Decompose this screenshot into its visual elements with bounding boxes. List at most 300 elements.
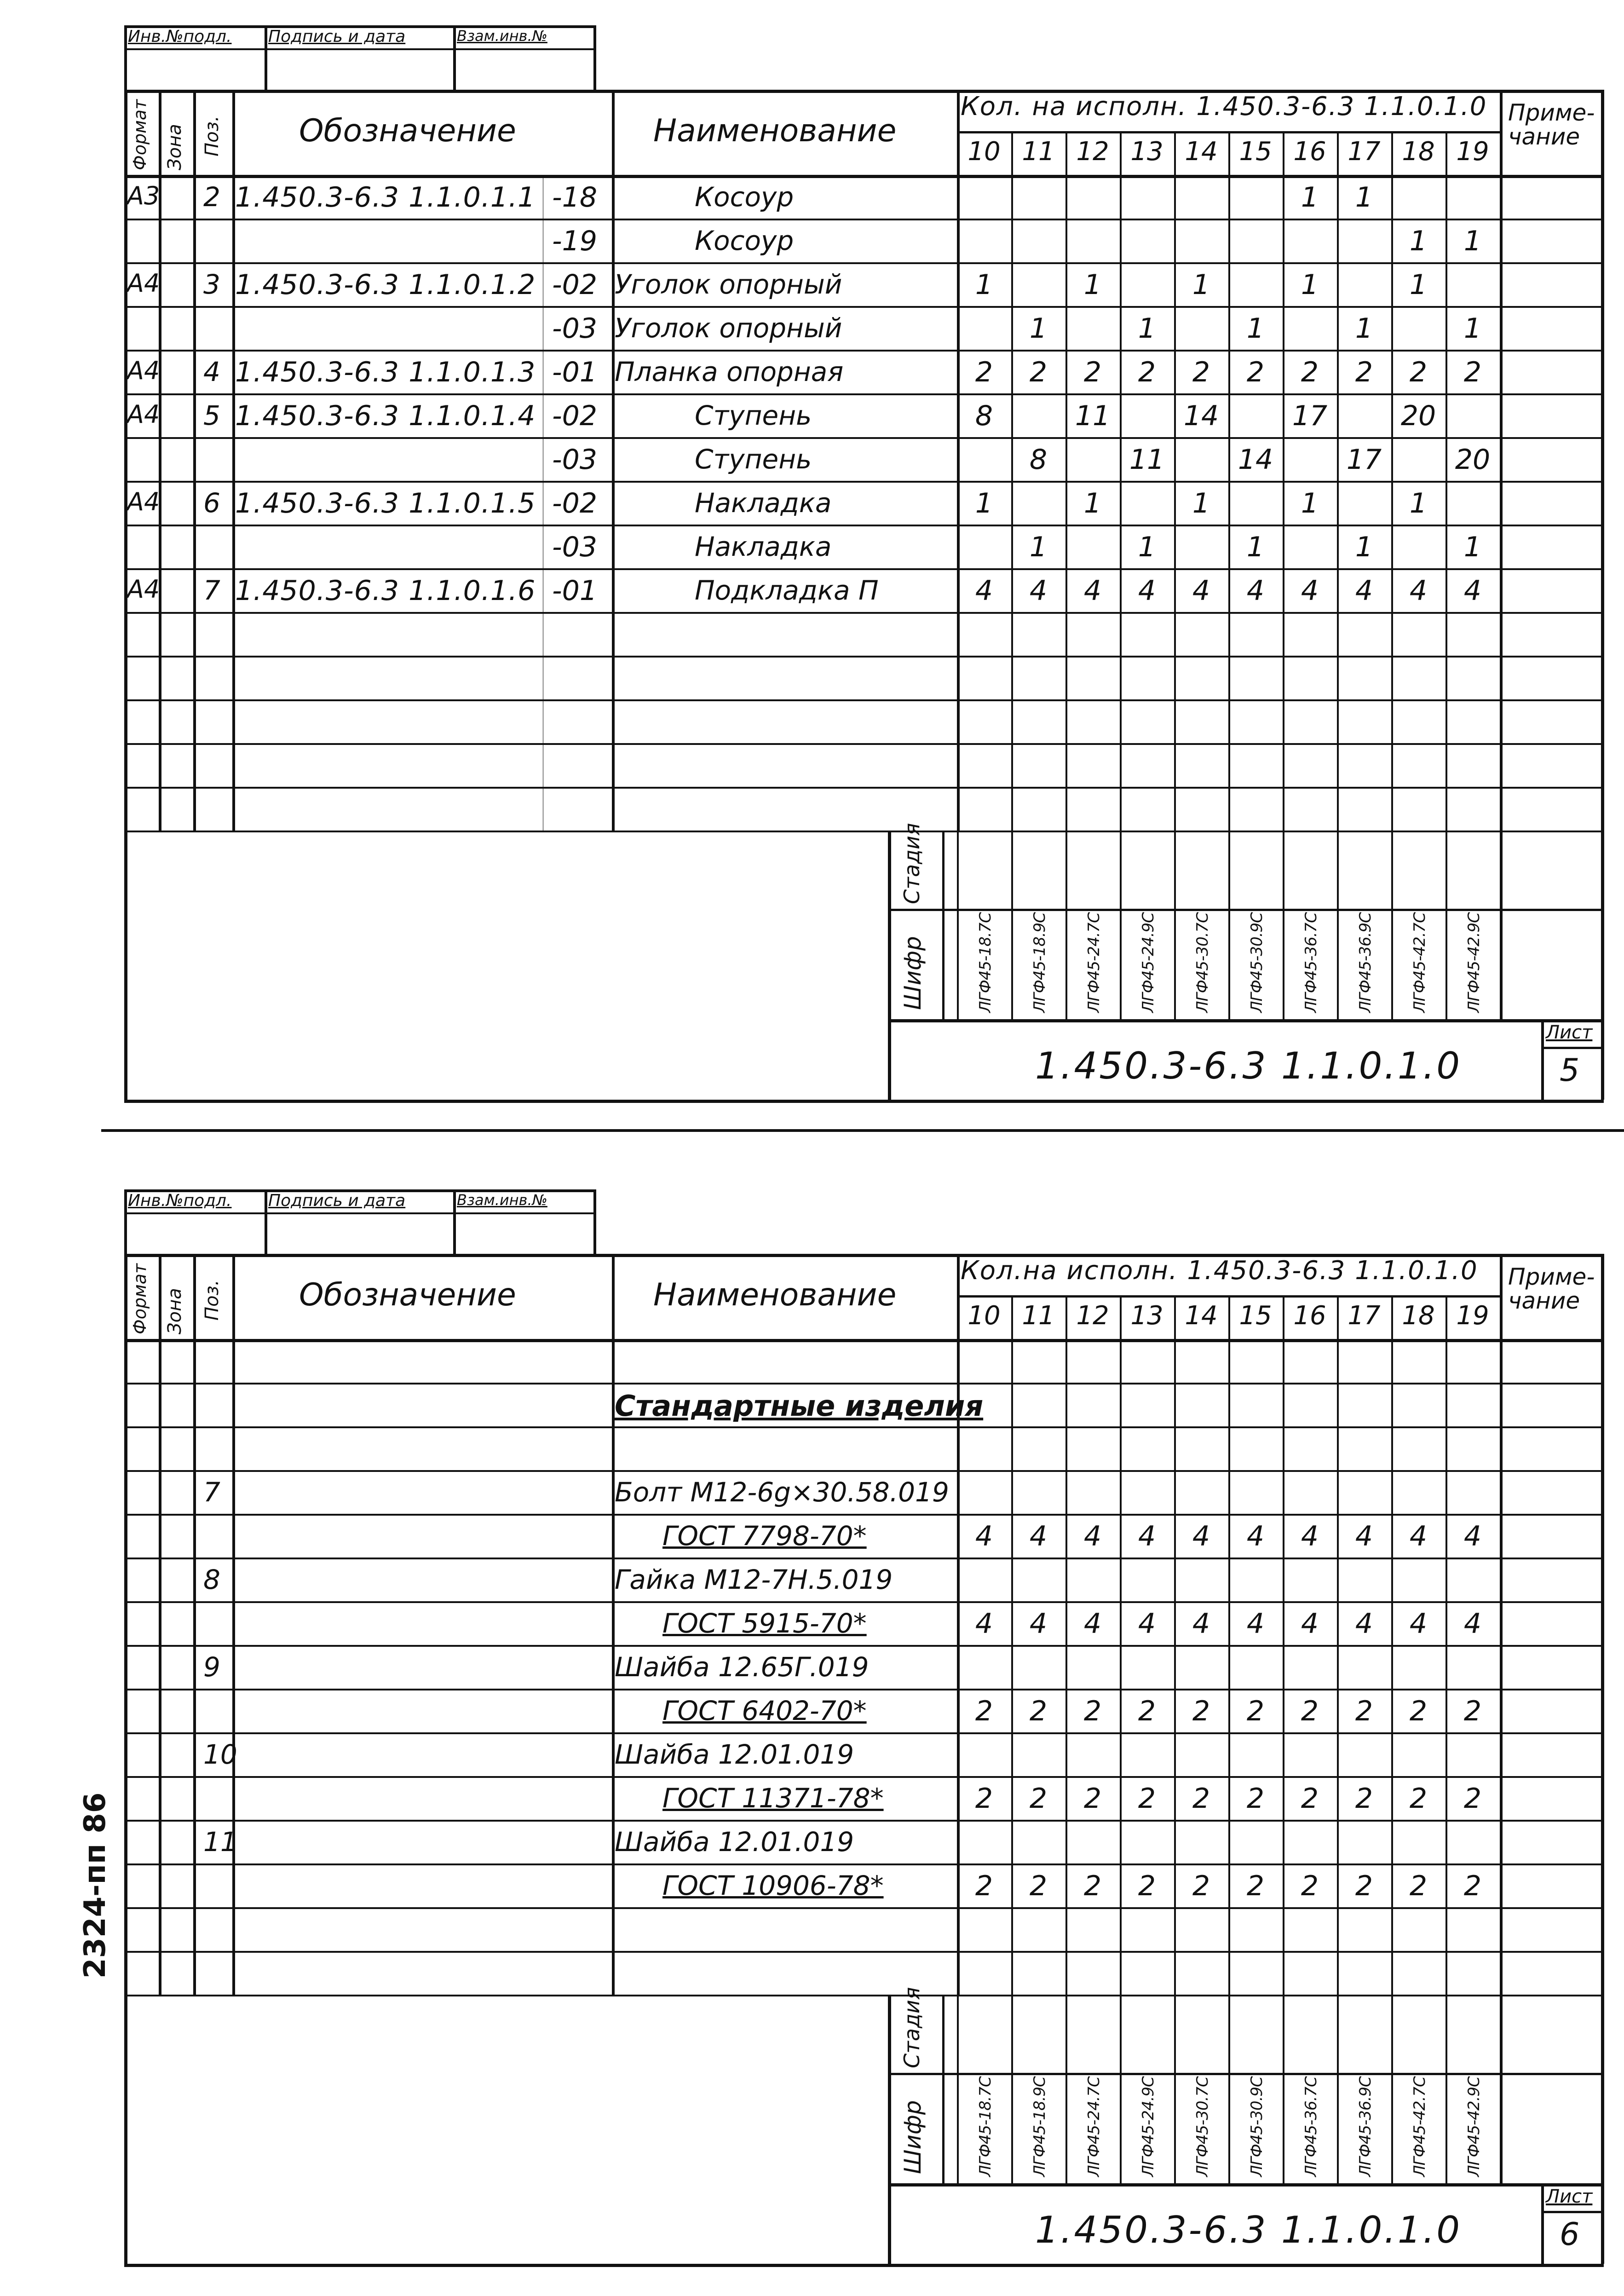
row-qty: 2	[1246, 1783, 1265, 1815]
cipher-ЛГФ45-36.7С: ЛГФ45-36.7С	[1302, 2077, 1320, 2177]
row-qty: 4	[1083, 1608, 1102, 1640]
row-suffix: -19	[552, 225, 597, 257]
row-qty: 2	[1192, 1870, 1210, 1902]
grid-line-v	[957, 831, 959, 1019]
grid-line-h	[124, 1601, 1601, 1603]
row-qty: 2	[1083, 1870, 1102, 1902]
row-position: 4	[203, 356, 220, 387]
row-qty: 2	[1029, 1695, 1048, 1727]
row-qty: 4	[1355, 1608, 1373, 1640]
row-qty: 11	[1075, 400, 1111, 432]
cipher-ЛГФ45-18.9С: ЛГФ45-18.9С	[1031, 912, 1049, 1013]
row-qty: 1	[1463, 531, 1482, 563]
row-qty: 1	[1246, 312, 1265, 345]
row-qty: 1	[1463, 312, 1482, 345]
row-name: Подкладка П	[695, 575, 879, 606]
grid-line-h	[124, 1514, 1601, 1516]
cipher-ЛГФ45-18.7С: ЛГФ45-18.7С	[976, 912, 995, 1013]
grid-line-v	[1500, 90, 1503, 831]
grid-line-v	[1391, 1995, 1393, 2183]
row-qty: 1	[1409, 487, 1428, 519]
grid-line-v	[159, 1254, 161, 1995]
cipher-ЛГФ45-30.7С: ЛГФ45-30.7С	[1193, 912, 1212, 1013]
row-qty: 4	[1246, 1520, 1265, 1552]
column-header-11: 11	[1022, 1301, 1055, 1331]
sheet-number: 6	[1560, 2216, 1580, 2253]
margin-note: 2324-пп 86	[78, 1792, 112, 1979]
grid-line-h	[124, 1689, 1601, 1690]
grid-line-v	[453, 25, 456, 90]
row-name: Накладка	[695, 531, 832, 562]
row-qty: 2	[1301, 1695, 1319, 1727]
row-qty: 2	[1301, 356, 1319, 388]
row-qty: 2	[1409, 356, 1428, 388]
cipher-ЛГФ45-42.9С: ЛГФ45-42.9С	[1465, 2077, 1483, 2177]
row-qty: 1	[1355, 181, 1373, 213]
row-qty: 1	[1355, 312, 1373, 345]
grid-line-v	[1500, 1254, 1503, 1995]
column-header-13: 13	[1130, 1301, 1163, 1331]
row-qty: 14	[1238, 444, 1273, 476]
document-code: 1.450.3-6.3 1.1.0.1.0	[1035, 1044, 1462, 1087]
row-suffix: -02	[552, 400, 597, 432]
row-qty: 1	[1029, 531, 1048, 563]
row-qty: 2	[1409, 1783, 1428, 1815]
row-qty: 2	[1355, 1870, 1373, 1902]
row-designation: 1.450.3-6.3 1.1.0.1.4	[235, 400, 536, 432]
row-qty: 1	[1029, 312, 1048, 345]
cipher-ЛГФ45-18.9С: ЛГФ45-18.9С	[1031, 2077, 1049, 2177]
row-format: А4	[127, 269, 160, 298]
row-designation: 1.450.3-6.3 1.1.0.1.5	[235, 487, 536, 519]
row-qty: 4	[1029, 1520, 1048, 1552]
row-qty: 2	[975, 1695, 993, 1727]
grid-line-v	[1445, 831, 1447, 1019]
row-qty: 2	[1463, 1783, 1482, 1815]
grid-line-v	[124, 1254, 127, 2264]
row-qty: 4	[1301, 1608, 1319, 1640]
grid-line-v	[1500, 1995, 1503, 2183]
row-qty: 4	[1409, 1520, 1428, 1552]
cipher-label: Шифр	[899, 2100, 926, 2174]
header-format: Формат	[130, 1263, 150, 1334]
grid-line-h	[124, 1470, 1601, 1472]
row-name: Планка опорная	[615, 356, 844, 387]
column-header-15: 15	[1239, 137, 1272, 167]
row-format: А4	[127, 356, 160, 385]
grid-line-v	[1011, 1995, 1013, 2183]
header-note: Приме-чание	[1508, 99, 1595, 150]
grid-line-v	[124, 25, 127, 90]
cipher-ЛГФ45-24.9С: ЛГФ45-24.9С	[1139, 912, 1158, 1013]
grid-line-v	[1283, 1995, 1284, 2183]
row-qty: 8	[975, 400, 993, 432]
grid-line-v	[265, 1189, 267, 1254]
row-qty: 8	[1029, 444, 1048, 476]
grid-line-h	[124, 1907, 1601, 1909]
grid-line-h	[124, 48, 593, 50]
row-qty: 2	[1029, 1783, 1048, 1815]
row-name: Уголок опорный	[615, 312, 842, 344]
grid-line-v	[193, 90, 196, 831]
grid-line-v	[1445, 1995, 1447, 2183]
grid-line-h	[124, 262, 1601, 264]
column-header-14: 14	[1185, 1301, 1218, 1331]
column-header-17: 17	[1348, 1301, 1381, 1331]
specification-sheet-6	[0, 1164, 1624, 2296]
row-qty: 17	[1346, 444, 1382, 476]
row-name: Ступень	[695, 400, 812, 431]
grid-line-v	[612, 1254, 615, 1995]
row-qty: 1	[1192, 487, 1210, 519]
grid-line-h	[1541, 1047, 1601, 1049]
column-header-19: 19	[1456, 137, 1489, 167]
row-position: 3	[203, 269, 220, 300]
row-qty: 2	[1246, 356, 1265, 388]
cipher-ЛГФ45-36.9С: ЛГФ45-36.9С	[1356, 2077, 1375, 2177]
row-qty: 2	[1246, 1870, 1265, 1902]
grid-line-h	[124, 1426, 1601, 1428]
row-name: Накладка	[695, 487, 832, 519]
column-header-14: 14	[1185, 137, 1218, 167]
row-format: А4	[127, 575, 160, 604]
row-qty: 4	[1409, 575, 1428, 607]
sheet-label: Лист	[1546, 1022, 1593, 1043]
grid-line-h	[124, 1951, 1601, 1953]
grid-line-v	[265, 25, 267, 90]
row-qty: 2	[1138, 1870, 1156, 1902]
grid-line-h	[124, 437, 1601, 439]
grid-line-v	[1065, 1995, 1067, 2183]
row-qty: 2	[1083, 1783, 1102, 1815]
row-format: А3	[127, 181, 160, 210]
row-name: Болт М12-6g×30.58.019	[615, 1477, 949, 1508]
grid-line-h	[124, 350, 1601, 352]
row-qty: 2	[1192, 1695, 1210, 1727]
row-qty: 4	[1409, 1608, 1428, 1640]
grid-line-v	[193, 1254, 196, 1995]
row-qty: 4	[1463, 1520, 1482, 1552]
grid-line-h	[124, 831, 1601, 832]
row-qty: 1	[1409, 269, 1428, 301]
row-name: ГОСТ 5915-70*	[662, 1608, 867, 1639]
row-position: 2	[203, 181, 220, 213]
grid-line-v	[1500, 831, 1503, 1019]
row-suffix: -18	[552, 181, 597, 213]
row-qty: 1	[1301, 181, 1319, 213]
row-qty: 4	[1192, 575, 1210, 607]
grid-line-v	[1174, 1995, 1176, 2183]
row-qty: 1	[1301, 487, 1319, 519]
row-suffix: -01	[552, 575, 597, 607]
cipher-ЛГФ45-30.7С: ЛГФ45-30.7С	[1193, 2077, 1212, 2177]
grid-line-h	[124, 1732, 1601, 1734]
row-qty: 4	[1192, 1520, 1210, 1552]
row-designation: 1.450.3-6.3 1.1.0.1.3	[235, 356, 536, 388]
row-name: Ступень	[695, 444, 812, 475]
row-qty: 2	[1355, 356, 1373, 388]
grid-line-h	[124, 568, 1601, 570]
grid-line-v	[1065, 831, 1067, 1019]
grid-line-h	[124, 306, 1601, 308]
row-qty: 4	[1463, 1608, 1482, 1640]
header-format: Формат	[130, 99, 150, 170]
row-qty: 1	[1246, 531, 1265, 563]
grid-line-h	[124, 612, 1601, 614]
row-name: ГОСТ 6402-70*	[662, 1695, 867, 1726]
specification-sheet-5	[0, 0, 1624, 1127]
row-qty: 2	[975, 1870, 993, 1902]
row-suffix: -03	[552, 531, 597, 563]
row-qty: 2	[1463, 356, 1482, 388]
row-qty: 2	[1301, 1783, 1319, 1815]
row-name: ГОСТ 7798-70*	[662, 1520, 867, 1552]
grid-line-h	[124, 393, 1601, 395]
grid-line-v	[612, 90, 615, 831]
grid-line-v	[453, 1189, 456, 1254]
row-name: Уголок опорный	[615, 269, 842, 300]
grid-line-v	[888, 831, 891, 1100]
stamp-vzam-label: Взам.инв.№	[457, 27, 547, 45]
row-qty: 4	[975, 1520, 993, 1552]
grid-line-v	[593, 25, 596, 90]
row-designation: 1.450.3-6.3 1.1.0.1.1	[235, 181, 536, 213]
grid-line-h	[124, 699, 1601, 701]
cipher-ЛГФ45-24.9С: ЛГФ45-24.9С	[1139, 2077, 1158, 2177]
cipher-ЛГФ45-42.7С: ЛГФ45-42.7С	[1411, 2077, 1429, 2177]
row-position: 6	[203, 487, 220, 519]
grid-line-v	[957, 1995, 959, 2183]
row-qty: 1	[975, 269, 993, 301]
column-header-18: 18	[1402, 1301, 1435, 1331]
stamp-inv-label: Инв.№подл.	[128, 27, 232, 46]
row-qty: 2	[1192, 356, 1210, 388]
sheet-separator	[101, 1129, 1624, 1132]
cipher-ЛГФ45-30.9С: ЛГФ45-30.9С	[1248, 2077, 1266, 2177]
row-designation: 1.450.3-6.3 1.1.0.1.6	[235, 575, 536, 607]
row-name: ГОСТ 11371-78*	[662, 1783, 884, 1814]
column-header-18: 18	[1402, 137, 1435, 167]
sheet-number: 5	[1560, 1052, 1580, 1089]
grid-line-v	[1541, 2183, 1544, 2264]
row-qty: 4	[1301, 575, 1319, 607]
column-header-11: 11	[1022, 137, 1055, 167]
grid-line-h	[124, 1995, 1601, 1996]
row-name: ГОСТ 10906-78*	[662, 1870, 884, 1901]
row-qty: 2	[975, 1783, 993, 1815]
cipher-ЛГФ45-36.7С: ЛГФ45-36.7С	[1302, 912, 1320, 1013]
header-note: Приме-чание	[1508, 1263, 1595, 1314]
row-name: Косоур	[695, 225, 794, 256]
stamp-vzam-label: Взам.инв.№	[457, 1191, 547, 1209]
row-qty: 1	[1409, 225, 1428, 257]
grid-line-v	[957, 90, 960, 831]
grid-line-v	[1120, 1995, 1122, 2183]
row-qty: 2	[1463, 1870, 1482, 1902]
row-qty: 2	[1355, 1695, 1373, 1727]
row-qty: 2	[1138, 1783, 1156, 1815]
grid-line-v	[888, 1995, 891, 2264]
grid-line-v	[1391, 831, 1393, 1019]
column-header-16: 16	[1293, 137, 1326, 167]
header-zone: Зона	[164, 1288, 185, 1334]
grid-line-h	[124, 525, 1601, 526]
column-header-17: 17	[1348, 137, 1381, 167]
header-name: Наименование	[653, 113, 897, 149]
row-name: Шайба 12.01.019	[615, 1826, 854, 1858]
row-qty: 4	[1355, 575, 1373, 607]
cipher-label: Шифр	[899, 936, 926, 1010]
row-qty: 4	[1138, 1608, 1156, 1640]
stamp-sign-label: Подпись и дата	[268, 1191, 406, 1210]
grid-line-h	[124, 219, 1601, 220]
row-qty: 4	[1246, 575, 1265, 607]
row-position: 10	[203, 1739, 237, 1770]
column-header-12: 12	[1076, 1301, 1109, 1331]
row-name: Шайба 12.65Г.019	[615, 1651, 869, 1683]
row-format: А4	[127, 487, 160, 516]
cipher-ЛГФ45-30.9С: ЛГФ45-30.9С	[1248, 912, 1266, 1013]
row-qty: 4	[975, 1608, 993, 1640]
grid-line-v	[1283, 831, 1284, 1019]
row-qty: 4	[1301, 1520, 1319, 1552]
row-suffix: -03	[552, 312, 597, 345]
grid-line-h	[124, 743, 1601, 745]
row-qty: 1	[1463, 225, 1482, 257]
grid-line-h	[888, 2073, 1601, 2075]
column-header-16: 16	[1293, 1301, 1326, 1331]
row-name: Косоур	[695, 181, 794, 213]
row-qty: 2	[1138, 356, 1156, 388]
cipher-ЛГФ45-18.7С: ЛГФ45-18.7С	[976, 2077, 995, 2177]
row-qty: 1	[1355, 531, 1373, 563]
grid-line-v	[1174, 831, 1176, 1019]
row-position: 7	[203, 1477, 220, 1508]
grid-line-v	[942, 1995, 944, 2183]
grid-line-v	[1601, 1254, 1604, 2264]
grid-line-h	[124, 1212, 593, 1214]
grid-line-v	[942, 831, 944, 1019]
header-designation: Обозначение	[299, 1277, 516, 1313]
grid-line-h	[888, 909, 1601, 911]
cipher-ЛГФ45-42.9С: ЛГФ45-42.9С	[1465, 912, 1483, 1013]
row-qty: 11	[1129, 444, 1165, 476]
row-name: Гайка М12-7Н.5.019	[615, 1564, 893, 1595]
row-qty: 4	[1355, 1520, 1373, 1552]
grid-line-h	[888, 2183, 1601, 2186]
row-qty: 4	[1138, 1520, 1156, 1552]
row-qty: 4	[1083, 575, 1102, 607]
column-header-15: 15	[1239, 1301, 1272, 1331]
row-qty: 2	[1409, 1695, 1428, 1727]
grid-line-v	[1541, 1019, 1544, 1100]
row-qty: 2	[1192, 1783, 1210, 1815]
column-header-10: 10	[967, 1301, 1001, 1331]
row-qty: 4	[1246, 1608, 1265, 1640]
row-qty: 2	[1409, 1870, 1428, 1902]
row-qty: 14	[1183, 400, 1219, 432]
header-qty-title: Кол. на исполн. 1.450.3-6.3 1.1.0.1.0	[961, 92, 1487, 121]
stage-label: Стадия	[899, 1987, 924, 2068]
section-heading: Стандартные изделия	[615, 1389, 984, 1423]
header-pos: Поз.	[202, 1280, 223, 1321]
row-suffix: -02	[552, 269, 597, 301]
grid-line-v	[1601, 90, 1604, 1100]
grid-line-h	[124, 1776, 1601, 1778]
row-qty: 2	[1083, 356, 1102, 388]
row-designation: 1.450.3-6.3 1.1.0.1.2	[235, 269, 536, 301]
row-position: 11	[203, 1826, 237, 1858]
row-qty: 2	[1029, 356, 1048, 388]
grid-line-v	[1120, 831, 1122, 1019]
row-qty: 4	[1192, 1608, 1210, 1640]
grid-line-h	[124, 1339, 1601, 1342]
grid-line-h	[124, 1645, 1601, 1647]
row-qty: 4	[1083, 1520, 1102, 1552]
header-designation: Обозначение	[299, 113, 516, 149]
row-position: 5	[203, 400, 220, 431]
row-qty: 4	[1029, 575, 1048, 607]
row-qty: 1	[1138, 531, 1156, 563]
row-qty: 4	[1463, 575, 1482, 607]
cipher-ЛГФ45-36.9С: ЛГФ45-36.9С	[1356, 912, 1375, 1013]
stage-label: Стадия	[899, 823, 924, 904]
grid-line-h	[124, 787, 1601, 789]
row-qty: 1	[1083, 269, 1102, 301]
document-code: 1.450.3-6.3 1.1.0.1.0	[1035, 2209, 1462, 2251]
grid-line-h	[124, 1100, 1604, 1103]
column-header-13: 13	[1130, 137, 1163, 167]
grid-line-v	[232, 1254, 235, 1995]
grid-line-h	[124, 2264, 1604, 2267]
grid-line-h	[124, 1558, 1601, 1559]
row-qty: 20	[1400, 400, 1436, 432]
row-qty: 1	[1301, 269, 1319, 301]
row-qty: 1	[1192, 269, 1210, 301]
row-qty: 4	[1138, 575, 1156, 607]
column-header-12: 12	[1076, 137, 1109, 167]
row-qty: 2	[1355, 1783, 1373, 1815]
stamp-sign-label: Подпись и дата	[268, 27, 406, 46]
row-position: 9	[203, 1651, 220, 1683]
row-qty: 2	[1138, 1695, 1156, 1727]
row-position: 7	[203, 575, 220, 606]
grid-line-v	[593, 1189, 596, 1254]
stamp-inv-label: Инв.№подл.	[128, 1191, 232, 1210]
row-qty: 2	[1083, 1695, 1102, 1727]
grid-line-h	[124, 175, 1601, 178]
row-qty: 2	[1301, 1870, 1319, 1902]
grid-line-v	[1337, 1995, 1339, 2183]
grid-line-v	[1337, 831, 1339, 1019]
row-qty: 1	[1138, 312, 1156, 345]
row-name: Шайба 12.01.019	[615, 1739, 854, 1770]
header-name: Наименование	[653, 1277, 897, 1313]
grid-line-h	[124, 481, 1601, 483]
grid-line-h	[124, 1820, 1601, 1822]
row-qty: 2	[1029, 1870, 1048, 1902]
grid-line-v	[1228, 1995, 1230, 2183]
row-qty: 4	[975, 575, 993, 607]
grid-line-h	[1541, 2211, 1601, 2213]
grid-line-h	[124, 1383, 1601, 1385]
header-zone: Зона	[164, 124, 185, 170]
row-position: 8	[203, 1564, 220, 1595]
grid-line-h	[124, 656, 1601, 658]
grid-line-h	[124, 1863, 1601, 1865]
cipher-ЛГФ45-42.7С: ЛГФ45-42.7С	[1411, 912, 1429, 1013]
row-suffix: -03	[552, 444, 597, 476]
